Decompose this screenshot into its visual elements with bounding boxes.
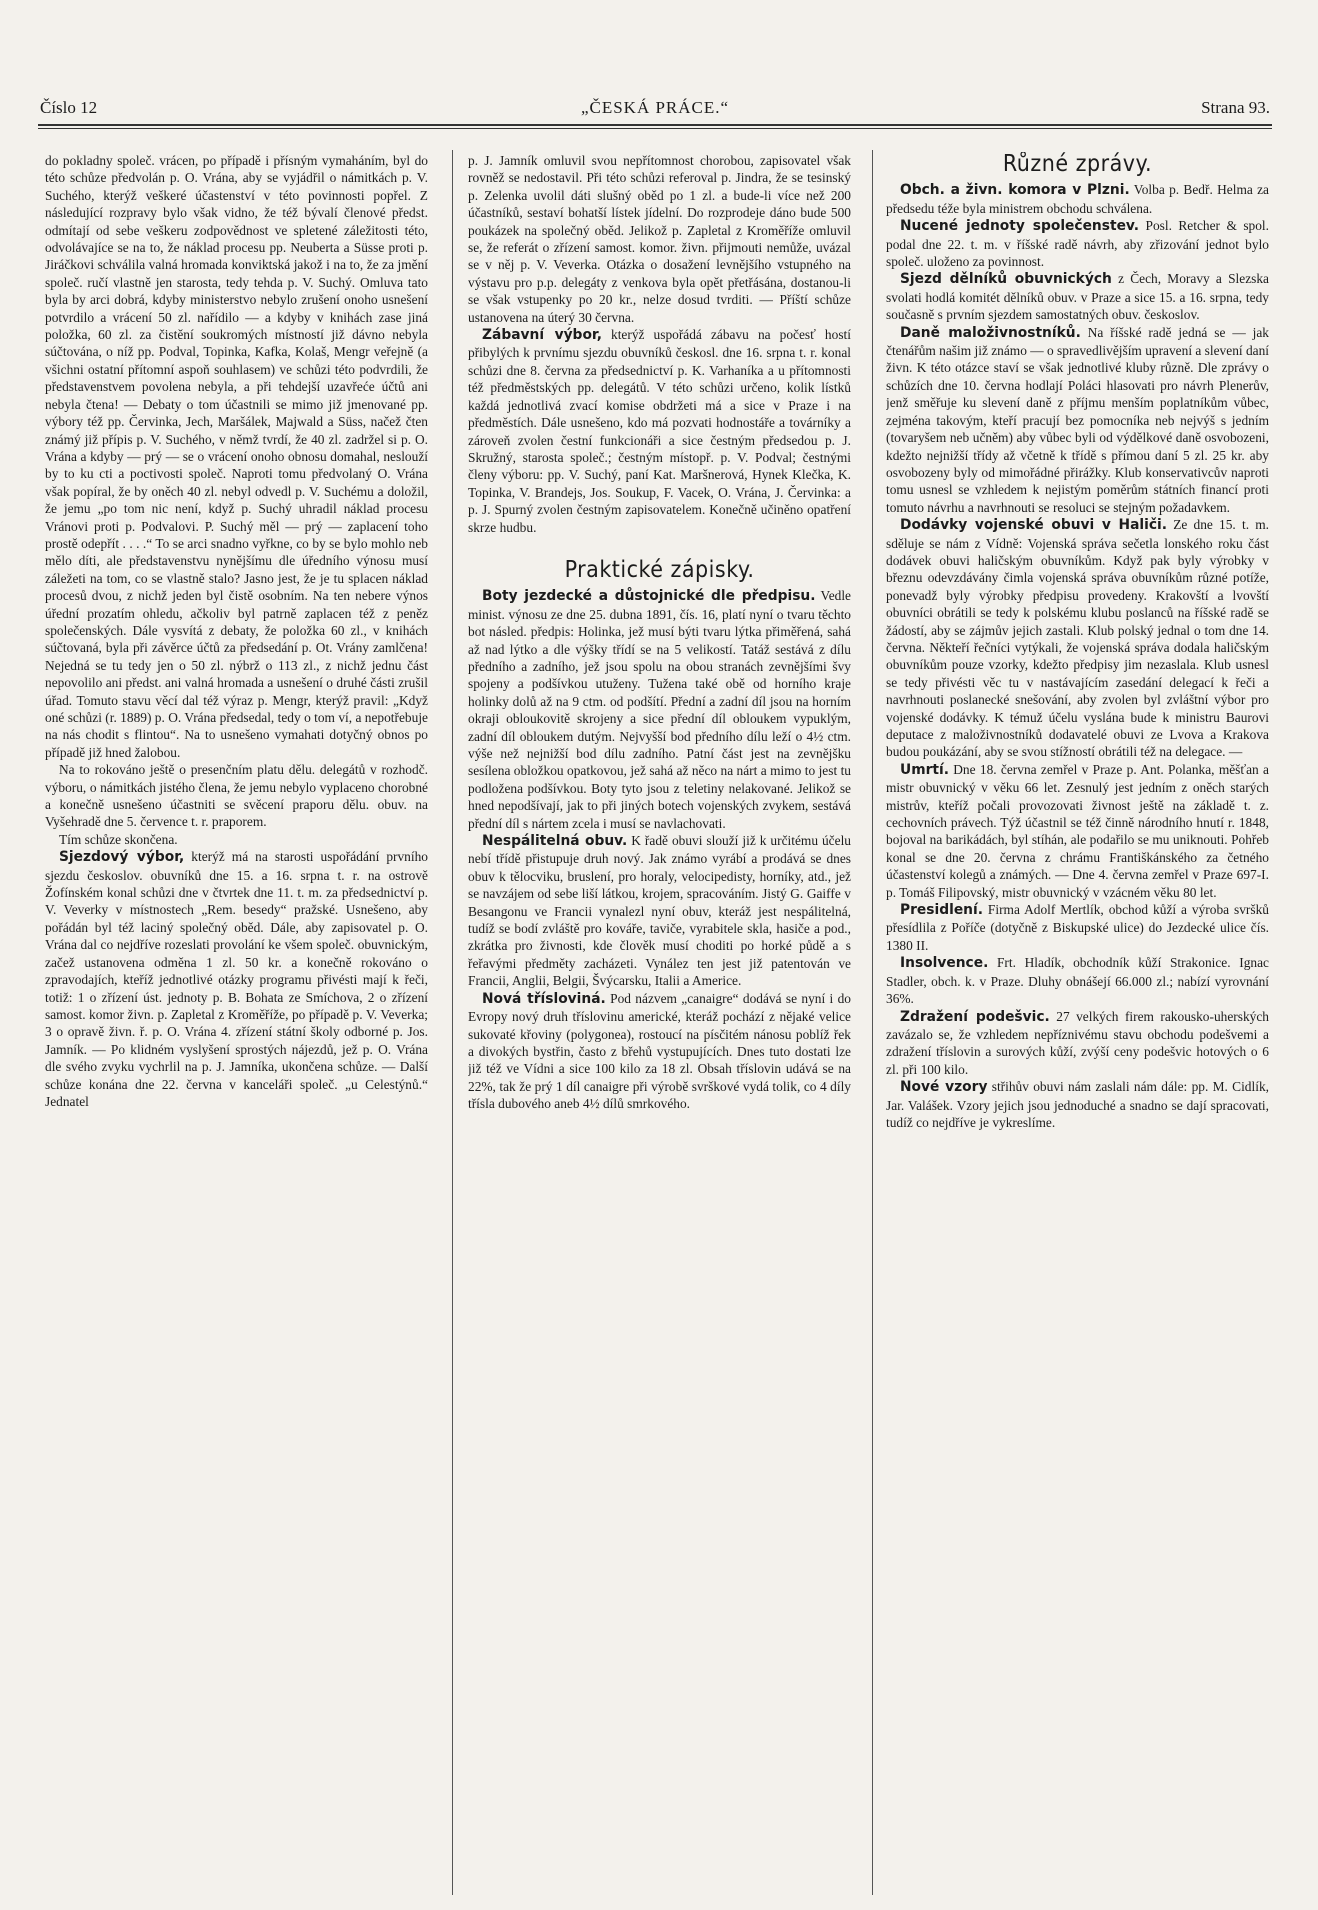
news-item — [886, 1078, 1269, 1131]
news-heading: Daně maloživnostníků. — [900, 324, 1081, 341]
news-heading: Sjezd dělníků obuvnických — [900, 271, 1112, 288]
article-paragraph — [468, 587, 851, 832]
article-text: Na to rokováno ještě o presenčním platu dělu. delegátů v rozhodč. výboru, o námitkách jistého člena, že jemu nebylo vyplaceno chorobné a konečně usnešeno účastniti se svěcení praporu dělu. obuv. na Vyšehradě dne 5. července t. r. praporem. — [45, 762, 428, 830]
news-text: střihův obuvi nám zaslali nám dále: pp. M. Cidlík, Jar. Valášek. Vzory jejich jsou jednoduché a snadno se dají spracovati, tudíž co nejdříve je vykreslíme. — [886, 1079, 1269, 1130]
journal-title: „ČESKÁ PRÁCE.“ — [580, 98, 730, 117]
article-paragraph — [468, 326, 851, 536]
news-text: z Čech, Moravy a Slezska svolati hodlá komitét dělníků obuv. v Praze a sice 15. a 16. srpna, tedy současně s prvním sjezdem samostatných obuv. českoslov. — [886, 271, 1269, 323]
news-text: 27 velkých firem rakousko-uherských zavázalo se, že vzhledem nepříznivému stavu obchodu podešvemi a zdražení tříslovin a surových kůží, zvýší ceny podešvic hotových o 6 zl. při 100 kilo. — [886, 1008, 1269, 1077]
header-rule — [38, 124, 1272, 129]
article-text: do pokladny společ. vrácen, po případě i přísným vymaháním, byl do této schůze předvolán p. O. Vrána, aby se vyjádřil o námitkách p. V. Suchého, kterýž veškeré účastenství v této povinnosti popřel. Z následující rozpravy bylo však vidno, že též bývalí členové předst. odmítají od sebe veškeru zodpovědnost ve spletené záležitosti této, odvolávajíce se na to, že náklad procesu pp. Neuberta a Süsse proti p. Jiráčkovi schválila valná hromada konviktská jakož i na to, že za jmění společ. ručí vlastně jen starosta, tedy tehda p. V. Suchý. Omluva tato byla by arci dobrá, kdyby ministerstvo nebylo zrušení onoho usnešení potvrdilo a vrácení 50 zl. nařídilo — a kdyby v knihách zase jiná položka, 60 zl. za čistění soukromých místností již dávno nebyla súčtována, o níž pp. Podval, Topinka, Kafka, Kolaš, Mengr veřejně (a všichni ostatní přítomní aspoň souhlasem) ve schůzi této podvrdili, že představenstvem povolena nebyla, a při tehdejší uzavřeće účtů ani nebyla čtena! — Debaty o tom účastnili se mimo již jmenované pp. výbory též pp. Červinka, Jech, Maršálek, Majwald a Süss, načež čten známý již přípis p. V. Suchého, v němž tvrdí, že 40 zl. zadržel si p. O. Vrána a kdyby — prý — se o vrácení onoho obnosu domahal, neslouží by to ku cti a poctivosti společ. Naproti tomu předvolaný O. Vrána však popíral, že by oněch 40 zl. nebyl odvedl p. V. Suchému a doložil, že jemu „po tom nic není, když p. Suchý uhradil náklad procesu Vránovi proti p. Podvalovi. P. Suchý měl — prý — zaplacení toho prostě odepřít . . . .“ To se arci snadno vyřkne, co by se bylo mohlo neb mělo díti, ale představenstvu nynějšímu dle úředního výnosu musí záležeti na tom, co se vlastně stalo? Jasno jest, že je tu splacen náklad procesů dvou, z nichž jeden byl čistě osobním. Na ten nebere výnos úřední prozatím ohledu, ačkoliv byl patrně zaplacen též z peněz společenských. Dále vysvítá z debaty, že položka 60 zl., v knihách súčtovaná, byla při závěrce účtů za předsedání p. Ot. Vrány zamlčena! Nejedná se tu tedy jen o 50 zl. nýbrž o 113 zl., z nichž jednu část nepovolilo ani předst. ani valná hromada a usnešení o druhé části zrušil úřad. Tomuto stavu věcí dal též výraz p. Mengr, kterýž pravil: „Když oné schůzi (r. 1889) p. O. Vrána předsedal, tedy o tom ví, a nepotřebuje na nás chodit s flintou“. Na to usnešeno vymahati dotyčný obnos po případě již hned žalobou. — [45, 153, 428, 760]
article-text: kterýž uspořádá zábavu na počesť hostí přibylých k prvnímu sjezdu obuvníků českosl. dne 16. srpna t. r. konal schůzi dne 8. června za předsednictví p. K. Varhaníka a u přítomnosti též předměstských pp. delegátů. V této schůzi určeno, kolik lístků každá jednotlivá zvací komise obdržeti má a sice v Praze i na předměstích. Dále usnešeno, kdo má pozvati hodnostáře a továrníky a zároveň zvolen čestní funkcionáři a sice čestným předsedou p. J. Skružný, starosta společ.; čestným místopř. p. V. Podval; čestnými členy výboru: pp. V. Suchý, paní Kat. Maršnerová, Hynek Klečka, K. Topinka, V. Brandejs, Jos. Soukup, F. Vacek, O. Vrána, J. Červinka: a p. J. Spurný zvolen čestným zapisovatelem. Konečně učiněno opatření skrze hudbu. — [468, 327, 851, 535]
news-heading: Zdražení podešvic. — [900, 1008, 1050, 1025]
column-divider — [452, 150, 453, 1895]
news-item — [886, 516, 1269, 761]
article-paragraph — [468, 832, 851, 990]
article-heading: Zábavní výbor, — [482, 327, 602, 344]
news-item — [886, 324, 1269, 516]
article-text: K řadě obuvi slouží již k určitému účelu nebí třídě přistupuje druh nový. Jak známo vyrábí a prodává se dnes obuv k tělocviku, bruslení, pro horaly, velocipedisty, horníky, atd., jež se navzájem od sebe liší látkou, krojem, spracováním. Jistý G. Gaiffe v Besangonu ve Francii vynalezl nyní obuv, kteráž jest nespálitelná, tudíž se bodí zvláště pro kováře, taviče, vyrabitele skla, hasiče a pod., zkrátka pro živnosti, kde člověk musí choditi po horké půdě a s řeřavými předměty zacházeti. Vynález ten jest již patentován ve Francii, Anglii, Belgii, Švýcarsku, Italii a Americe. — [468, 833, 851, 989]
column-3 — [886, 152, 1269, 1892]
news-text: Firma Adolf Mertlík, obchod kůží a výroba svršků přesídlila z Poříče (dotyčně z Biskupské ulice) do Jezdecké ulice čís. 1380 II. — [886, 902, 1269, 953]
article-text: p. J. Jamník omluvil svou nepřítomnost chorobou, zapisovatel však rovněž se nedostavil. Při této schůzi referoval p. Jindra, že se tesinský p. Zelenka uvolil dáti slušný oběd po 1 zl. a bude-li více než 200 účastníků, sestaví bohatší lístek jídelní. Do rozprodeje dáno bude 500 poukázek na společný oběd. Jelikož p. Zapletal z Kroměříže omluvil se, že referát o zřízení samost. komor. živn. přijmouti nemůže, uvázal se v něj p. V. Veverka. Otázka o dosažení levnějšího vstupného na výstavu pro p.p. delegáty z venkova byla opět přetřásána, dostanou-li se však vstupenky po 20 kr., nelze dosud tvrditi. — Příští schůze ustanovena na úterý 30 června. — [468, 153, 851, 325]
article-text: Tím schůze skončena. — [59, 831, 178, 847]
news-item — [886, 270, 1269, 323]
column-1 — [45, 152, 428, 1892]
news-heading: Presidlení. — [900, 902, 983, 919]
article-paragraph — [45, 848, 428, 1110]
column-2 — [468, 152, 851, 1892]
news-heading: Umrtí. — [900, 761, 949, 778]
article-heading: Boty jezdecké a důstojnické dle předpisu. — [482, 588, 816, 605]
column-divider — [872, 150, 873, 1895]
issue-number: Číslo 12 — [40, 98, 98, 117]
news-item — [886, 901, 1269, 954]
page-number: Strana 93. — [1201, 98, 1270, 117]
section-title: Praktické zápisky. — [564, 556, 755, 583]
page-header — [40, 98, 1270, 120]
news-heading: Nové vzory — [900, 1079, 988, 1096]
news-heading: Nucené jednoty společenstev. — [900, 218, 1140, 235]
article-text: Vedle minist. výnosu ze dne 25. dubna 1891, čís. 16, platí nyní o tvaru těchto bot násled. předpis: Holinka, jež musí býti tvaru lýtka přiměřená, sahá až nad lýtko a dle výšky třídí se na 5 velikostí. Tatáž sestává z dílu předního a zadního, jež jsou spolu na obou stranách zevnějšími švy spojeny a podšívkou utuženy. Tužena také obě od horního kraje holinky dolů až na 9 ctm. od podšítí. Přední a zadní díl jsou na horním okraji obloukovitě skrojeny a sice přední díl obloukem vypuklým, zadní díl obloukem dutým. Nejvyšší bod předního dílu leží o 4½ ctm. výše než nejnižší bod dílu zadního. Patní část jest na zevnějšku sesílena obložkou opatkovou, jež sahá až něco na nárt a mimo to jest tu podložena podšívkou. Boty tyto jsou z teletiny nelakované. Jelikož se hned nepodšívají, jak to při jiných botech vojenských zvykem, sestává přední díl s nártem zcela i musí se navlachovati. — [468, 588, 851, 831]
news-text: Posl. Retcher & spol. podal dne 22. t. m. v říšské radě návrh, aby zřizování jednot bylo společ. uloženo za povinnost. — [886, 218, 1269, 270]
section-title: Různé zprávy. — [1002, 152, 1153, 177]
news-text: Frt. Hladík, obchodník kůží Strakonice. Ignac Stadler, obch. k. v Praze. Dluhy obnášejí 66.000 zl.; nabízí vyrovnání 36%. — [886, 955, 1269, 1007]
article-text: kterýž má na starosti uspořádání prvního sjezdu českoslov. obuvníků dne 15. a 16. srpna t. r. na ostrově Žofínském konal schůzi dne v čtvrtek dne 11. t. m. za předsednictví p. V. Veverky v místnostech „Rem. besedy“ pražské. Usnešeno, aby pořádán byl též laciný společný oběd. Dále, aby zapisovatel p. O. Vrána dal co nejdříve rozeslati provolání ke všem společ. obuvnickým, začež ustanovena odměna 1 zl. 50 kr. a konečně rokováno o zpravodajích, kteříž jednotlivé otázky programu přivésti mají k řeči, totiž: 1 o zřízení úst. jednoty p. B. Bohata ze Smíchova, 2 o zřízení samost. komor živn. p. Zapletal z Kroměříže, po případě p. V. Veverka; 3 o opravě živn. ř. p. O. Vrána 4. zřízení státní školy odborné p. Jos. Jamník. — Po klidném vyslyšení sprostých nájezdů, jež p. O. Vrána dle svého zvyku vychrlil na p. J. Jamníka, ukončena schůze. — Další schůze konána dne 22. června v kanceláři společ. „u Celestýnů.“ Jednatel — [45, 849, 428, 1109]
news-heading: Dodávky vojenské obuvi v Haliči. — [900, 517, 1167, 534]
news-item — [886, 181, 1269, 217]
news-heading: Obch. a živn. komora v Plzni. — [900, 182, 1130, 199]
news-item — [886, 217, 1269, 270]
news-item — [886, 761, 1269, 901]
news-heading: Insolvence. — [900, 955, 989, 972]
news-text: Dne 18. června zemřel v Praze p. Ant. Polanka, měšťan a mistr obuvnický v věku 66 let. Zesnulý jest jedním z oněch starých mistrův, kteříž počali provozovati živnost ještě na základě t. z. cechovních právech. Týž účastnil se též činně národního hnutí r. 1848, bojoval na barikádách, byl stíhán, ale podařilo se mu uniknouti. Pohřeb konal se dne 20. června z chrámu Františkánského za četného účastenství kolegů a známých. — Dne 4. června zemřel v Praze 697-I. p. Tomáš Filipovský, mistr obuvnický v vzácném věku 80 let. — [886, 761, 1269, 900]
news-text: Na říšské radě jedná se — jak čtenářům našim již známo — o spravedlivějším upravení a slevení daní živn. K této otázce staví se však jednotlivé kluby různě. Dle zprávy o schůzích dne 10. června hodlají Poláci hlasovati pro návrh Plenerův, jenž směřuje ku slevení daně z příjmu menším poplatníkům vůbec, zejména takovým, kteří pracují bez pomocníka neb nejvýš s jedním (tovaryšem neb učněm) aby vůbec byli od výdělkové daně osvobozeni, kdežto nejnižší třídy až včetně k třídě s přímou daní 5 zl. 25 kr. aby osvobozeny byly od mimořádné přirážky. Klub konservativcův naproti tomu usnesl se vzhledem k nejistým poměrům státních financí proti tomuto návrhu a navrhnouti se resoluci se stejným požadavkem. — [886, 324, 1269, 515]
article-text: Pod názvem „canaigre“ dodává se nyní i do Evropy nový druh tříslovinu americké, kteráž pochází z nějaké velice sukovaté křoviny (polygonea), rostoucí na písčitém nánosu poblíž řek a divokých bystřin, často z břehů vystupujících. Dnes tuto dostati lze již též ve Vídni a sice 100 kilo za 18 zl. Obsah tříslovin udává se na 22%, tak že prý 1 díl canaigre při výrobě svrškové vydá tolik, co 4 díly třísla dubového aneb 4½ dílů smrkového. — [468, 990, 851, 1112]
news-item — [886, 954, 1269, 1007]
news-item — [886, 1008, 1269, 1079]
article-heading: Sjezdový výbor, — [59, 849, 185, 866]
news-text: Volba p. Bedř. Helma za předsedu téže byla ministrem obchodu schválena. — [886, 182, 1269, 216]
article-paragraph — [468, 990, 851, 1113]
news-text: Ze dne 15. t. m. sděluje se nám z Vídně: Vojenská správa sečetla lonského roku část dodávek obuvi haličským obuvníkům. Když pak byly výrobky v březnu odevzdávány čimla vojenská správa obuvníkům různé potíže, ponevadž byly výrobky předpisu provedeny. Krakovští a lvovští obuvníci obrátili se tedy k polskému klubu poslanců na říšské radě se žádostí, aby se zájmův jejich zastali. Klub polský jednal o tom dne 14. června. Někteří řečníci vytýkali, že vojenská správa dodala haličským obuvníkům pouze vzorky, kdežto předpisy jim nezaslala. Klub usnesl se tedy přivésti věc tu v nastávajícím zasedání delegací k řeči a navrhnouti poslanecké snešování, aby zvolen byl zvláštní výbor pro vojenské dodávky. K témuž účelu vyslána bude k ministru Baurovi deputace z maloživnostníků dodavatelé obuvi ze Lvova a Krakova budou poukázání, aby se svou stížností obrátili též na delegace. — — [886, 517, 1269, 760]
article-heading: Nespálitelná obuv. — [482, 833, 628, 850]
article-heading: Nová třísloviná. — [482, 990, 606, 1007]
